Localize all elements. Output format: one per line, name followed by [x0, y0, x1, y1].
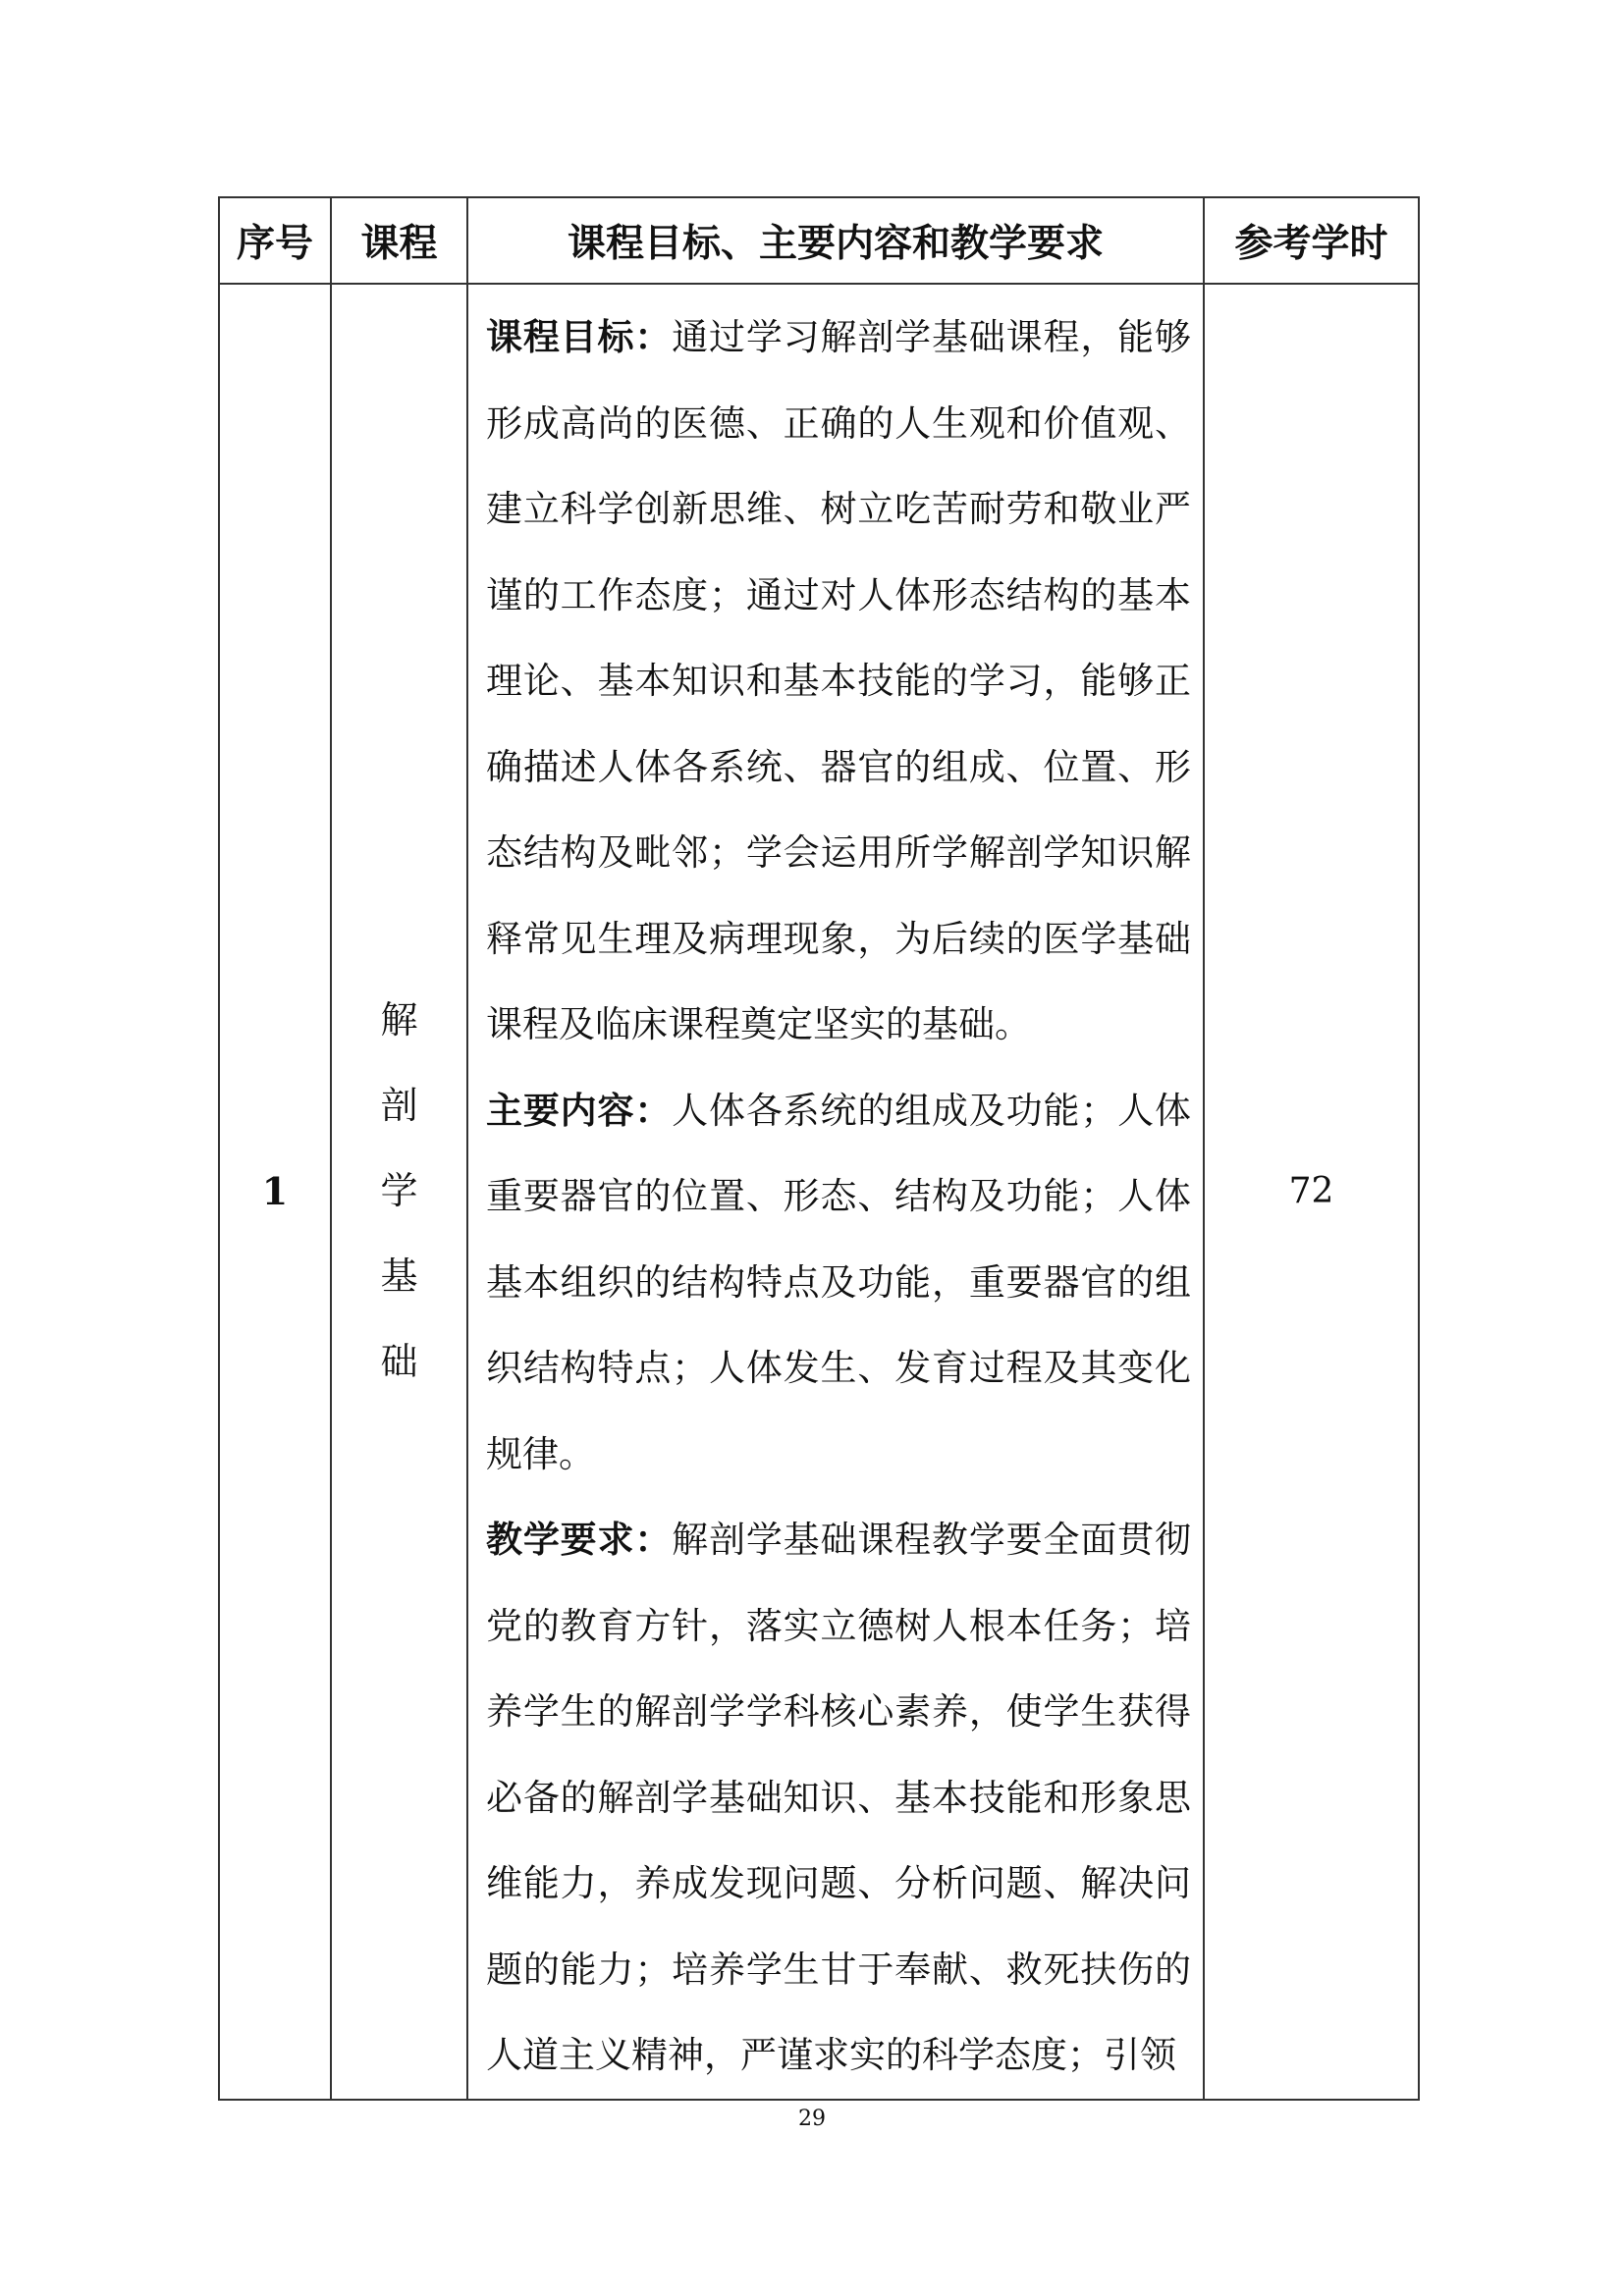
requirements-label: 教学要求：	[486, 1519, 673, 1561]
table-header-row	[219, 197, 1419, 284]
course-table	[218, 196, 1420, 2101]
table-row	[219, 284, 1419, 2100]
header-content: 课程目标、主要内容和教学要求	[467, 197, 1204, 284]
goal-paragraph	[486, 294, 1191, 1068]
page-number: 29	[798, 2107, 826, 2131]
hours-value: 72	[1288, 1171, 1334, 1212]
content-label: 主要内容：	[486, 1089, 673, 1132]
requirements-paragraph	[486, 1497, 1191, 2099]
header-hours: 参考学时	[1204, 197, 1419, 284]
header-seq: 序号	[219, 197, 331, 284]
course-cell	[331, 284, 467, 2100]
seq-number: 1	[261, 1169, 289, 1214]
header-course: 课程	[331, 197, 467, 284]
goal-text: 通过学习解剖学基础课程，能够形成高尚的医德、正确的人生观和价值观、建立科学创新思维、树立吃苦耐劳和敬业严谨的工作态度；通过对人体形态结构的基本理论、基本知识和基本技能的学习，能够正确描述人体各系统、器官的组成、位置、形态结构及毗邻；学会运用所学解剖学知识解释常见生理及病理现象，为后续的医学基础课程及临床课程奠定坚实的基础。	[486, 316, 1192, 1045]
seq-cell	[219, 284, 331, 2100]
content-paragraph	[486, 1068, 1191, 1498]
goal-label: 课程目标：	[486, 316, 673, 358]
course-name: 解剖学基础	[380, 998, 418, 1384]
content-cell	[467, 284, 1204, 2100]
hours-cell	[1204, 284, 1419, 2100]
content-text: 人体各系统的组成及功能；人体重要器官的位置、形态、结构及功能；人体基本组织的结构特点及功能，重要器官的组织结构特点；人体发生、发育过程及其变化规律。	[486, 1089, 1192, 1475]
requirements-text: 解剖学基础课程教学要全面贯彻党的教育方针，落实立德树人根本任务；培养学生的解剖学学科核心素养，使学生获得必备的解剖学基础知识、基本技能和形象思维能力，养成发现问题、分析问题、解决问题的能力；培养学生甘于奉献、救死扶伤的人道主义精神，严谨求实的科学态度；引领	[486, 1519, 1192, 2076]
